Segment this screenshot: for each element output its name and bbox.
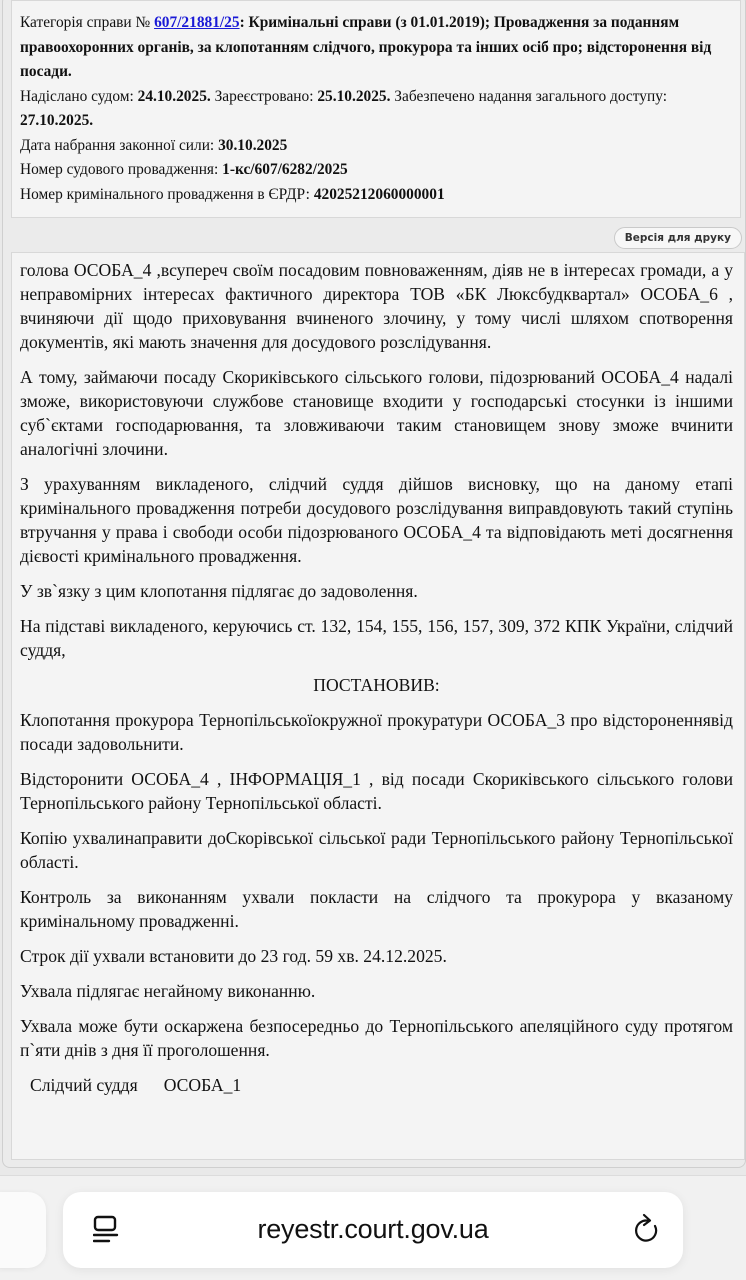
sent-label: Надіслано судом:: [20, 87, 138, 105]
paragraph: З урахуванням викладеного, слідчий суддя дійшов висновку, що на даному етапі кримінального провадження потреби досудового розслідування виправдовують такий ступінь втручання у права і свободи особи підозрюваного ОСОБА_4 та відповідають меті досягнення дієвості кримінального провадження.: [20, 474, 733, 566]
access-label: Забезпечено надання загального доступу:: [390, 87, 667, 105]
court-proceeding-row: [20, 158, 732, 183]
resolution-item: Відсторонити ОСОБА_4 , ІНФОРМАЦІЯ_1 , від посади Скориківського сільського голови Тернопільського району Тернопільської області.: [20, 769, 733, 813]
paragraph: На підставі викладеного, керуючись ст. 132, 154, 155, 156, 157, 309, 372 КПК України, слідчий суддя,: [20, 616, 733, 660]
browser-bottom-bar: [0, 1176, 746, 1280]
force-label: Дата набрання законної сили:: [20, 136, 219, 154]
category-label: Категорія справи №: [20, 14, 155, 31]
case-dates: [20, 85, 732, 134]
paragraph: голова ОСОБА_4 ,всупереч своїм посадовим повноваженням, діяв не в інтересах громади, а у неправомірних інтересах фактичного директора ТОВ «БК Люксбудквартал» ОСОБА_6 , вчиняючи дії щодо приховування вчиненого злочину, у тому числі шляхом спотворення документів, які мають значення для досудового розслідування.: [20, 260, 733, 352]
resolution-item: Контроль за виконанням ухвали покласти на слідчого та прокурора у вказаному кримінальному провадженні.: [20, 887, 733, 931]
resolution-item: Клопотання прокурора Тернопільськоїокружної прокуратури ОСОБА_3 про відстороненнявід посади задовольнити.: [20, 710, 733, 754]
signature-name: ОСОБА_1: [163, 1075, 242, 1095]
access-date: 27.10.2025.: [20, 112, 94, 129]
address-bar[interactable]: [63, 1192, 683, 1268]
registered-label: Зареєстровано:: [210, 87, 318, 105]
registered-date: 25.10.2025.: [317, 87, 391, 105]
document-text: [11, 252, 745, 1160]
paragraph: А тому, займаючи посаду Скориківського сільського голови, підозрюваний ОСОБА_4 надалі зможе, використовуючи службове становище входити у господарські стосунки із іншими суб`єктами господарювання, та зловживаючи таким становищем знову зможе вчинити аналогічні злочини.: [20, 367, 733, 459]
resolution-item: Копію ухвалинаправити доСкорівської сільської ради Тернопільського району Тернопільської області.: [20, 828, 733, 872]
paragraph: У зв`язку з цим клопотання підлягає до задоволення.: [20, 581, 418, 601]
resolution-item: Ухвала може бути оскаржена безпосередньо до Тернопільського апеляційного суду протягом п`яти днів з дня її проголошення.: [20, 1016, 733, 1060]
url-text[interactable]: reyestr.court.gov.ua: [257, 1214, 489, 1244]
case-info-box: [11, 0, 741, 218]
court-proc-label: Номер судового провадження:: [20, 161, 223, 178]
signature-role: Слідчий суддя: [30, 1075, 138, 1095]
force-date: 30.10.2025: [218, 136, 288, 154]
resolution-item: Строк дії ухвали встановити до 23 год. 59 хв. 24.12.2025.: [20, 946, 447, 966]
erdr-row: [20, 183, 732, 208]
erdr-label: Номер кримінального провадження в ЄРДР:: [20, 185, 314, 203]
force-date-row: [20, 134, 732, 159]
erdr-number: 42025212060000001: [313, 185, 445, 203]
print-version-button[interactable]: Версія для друку: [614, 227, 742, 249]
court-proc-number: 1-кс/607/6282/2025: [222, 161, 348, 178]
previous-tab-preview[interactable]: [0, 1192, 46, 1268]
reload-icon[interactable]: [631, 1212, 661, 1246]
sent-date: 24.10.2025.: [137, 87, 211, 105]
resolution-heading: ПОСТАНОВИВ:: [313, 675, 440, 695]
signature: [20, 1073, 733, 1097]
case-number-link[interactable]: 607/21881/25: [154, 14, 240, 31]
resolution-item: Ухвала підлягає негайному виконанню.: [20, 981, 316, 1001]
category-text: : Кримінальні справи (з 01.01.2019); Провадження за поданням правоохоронних органів, за клопотанням слідчого, прокурора та інших осіб про; відсторонення від посади.: [20, 14, 712, 80]
case-category: [20, 11, 732, 85]
